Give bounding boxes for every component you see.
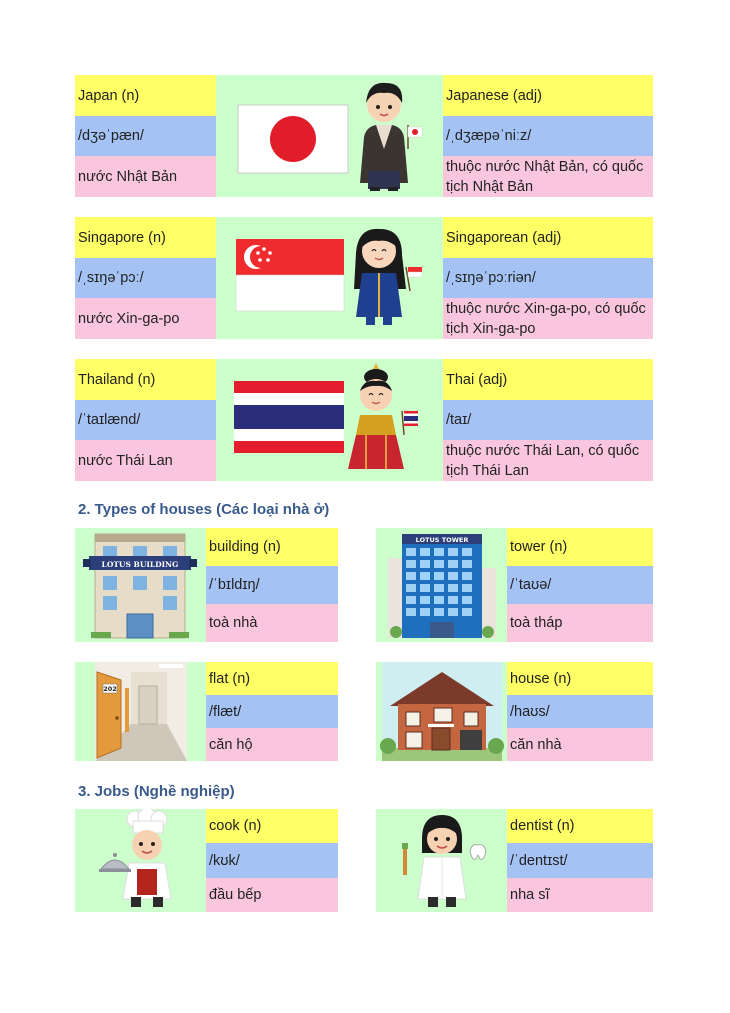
- vocab-word: building (n): [206, 528, 338, 566]
- vocab-ipa: /haʊs/: [507, 695, 653, 728]
- vocab-meaning: đầu bếp: [206, 878, 338, 912]
- cook-icon: [99, 809, 171, 907]
- vocab-meaning: toà tháp: [507, 604, 653, 642]
- vocab-word: cook (n): [206, 809, 338, 843]
- vocab-ipa: /ˈdentɪst/: [507, 843, 653, 878]
- door-number: 202: [103, 685, 117, 693]
- country-meaning: nước Nhật Bản: [75, 156, 216, 197]
- japan-flag-icon: [238, 105, 348, 173]
- japan-illustration: [216, 75, 443, 197]
- vocab-word: house (n): [507, 662, 653, 695]
- adjective-ipa: /taɪ/: [443, 400, 653, 440]
- section-heading-jobs: 3. Jobs (Nghề nghiệp): [78, 783, 235, 800]
- house-icon: [380, 662, 504, 761]
- vocab-ipa: /ˈbɪldɪŋ/: [206, 566, 338, 604]
- country-name: Japan (n): [75, 75, 216, 116]
- vocab-word: flat (n): [206, 662, 338, 695]
- country-name: Singapore (n): [75, 217, 216, 258]
- thai-girl-icon: [348, 363, 418, 469]
- section-heading-houses: 2. Types of houses (Các loại nhà ở): [78, 501, 330, 518]
- vocab-meaning: nha sĩ: [507, 878, 653, 912]
- singapore-illustration: [216, 217, 443, 339]
- country-ipa: /ˈtaɪlænd/: [75, 400, 216, 440]
- adjective: Japanese (adj): [443, 75, 653, 116]
- adjective-ipa: /ˌsɪŋəˈpɔːriən/: [443, 258, 653, 298]
- flat-hallway-icon: [95, 662, 187, 761]
- adjective-meaning: thuộc nước Nhật Bản, có quốc tịch Nhật Bản: [443, 156, 653, 197]
- dentist-icon: [402, 815, 486, 907]
- tower-sign: LOTUS TOWER: [415, 536, 469, 544]
- flat-illustration: [75, 662, 206, 761]
- adjective: Singaporean (adj): [443, 217, 653, 258]
- adjective: Thai (adj): [443, 359, 653, 400]
- vocab-word: tower (n): [507, 528, 653, 566]
- adjective-meaning: thuộc nước Xin-ga-po, có quốc tịch Xin-ga-po: [443, 298, 653, 339]
- country-meaning: nước Xin-ga-po: [75, 298, 216, 339]
- tower-icon: [388, 534, 496, 638]
- house-illustration: [376, 662, 507, 761]
- country-ipa: /ˌsɪŋəˈpɔː/: [75, 258, 216, 298]
- vocab-ipa: /kʊk/: [206, 843, 338, 878]
- vocab-ipa: /flæt/: [206, 695, 338, 728]
- country-name: Thailand (n): [75, 359, 216, 400]
- building-illustration: [75, 528, 206, 642]
- dentist-illustration: [376, 809, 507, 912]
- adjective-meaning: thuộc nước Thái Lan, có quốc tịch Thái Lan: [443, 440, 653, 481]
- vocab-meaning: toà nhà: [206, 604, 338, 642]
- thailand-illustration: [216, 359, 443, 481]
- country-ipa: /dʒəˈpæn/: [75, 116, 216, 156]
- building-icon: [83, 534, 197, 638]
- cook-illustration: [75, 809, 206, 912]
- building-sign: LOTUS BUILDING: [101, 560, 179, 569]
- japanese-boy-icon: [360, 83, 422, 191]
- tower-illustration: [376, 528, 507, 642]
- singapore-flag-icon: [236, 239, 344, 311]
- vocab-meaning: căn nhà: [507, 728, 653, 761]
- country-meaning: nước Thái Lan: [75, 440, 216, 481]
- vocab-word: dentist (n): [507, 809, 653, 843]
- vocab-ipa: /ˈtaʊə/: [507, 566, 653, 604]
- singaporean-girl-icon: [354, 229, 422, 325]
- vocab-meaning: căn hộ: [206, 728, 338, 761]
- adjective-ipa: /ˌdʒæpəˈniːz/: [443, 116, 653, 156]
- thailand-flag-icon: [234, 381, 344, 453]
